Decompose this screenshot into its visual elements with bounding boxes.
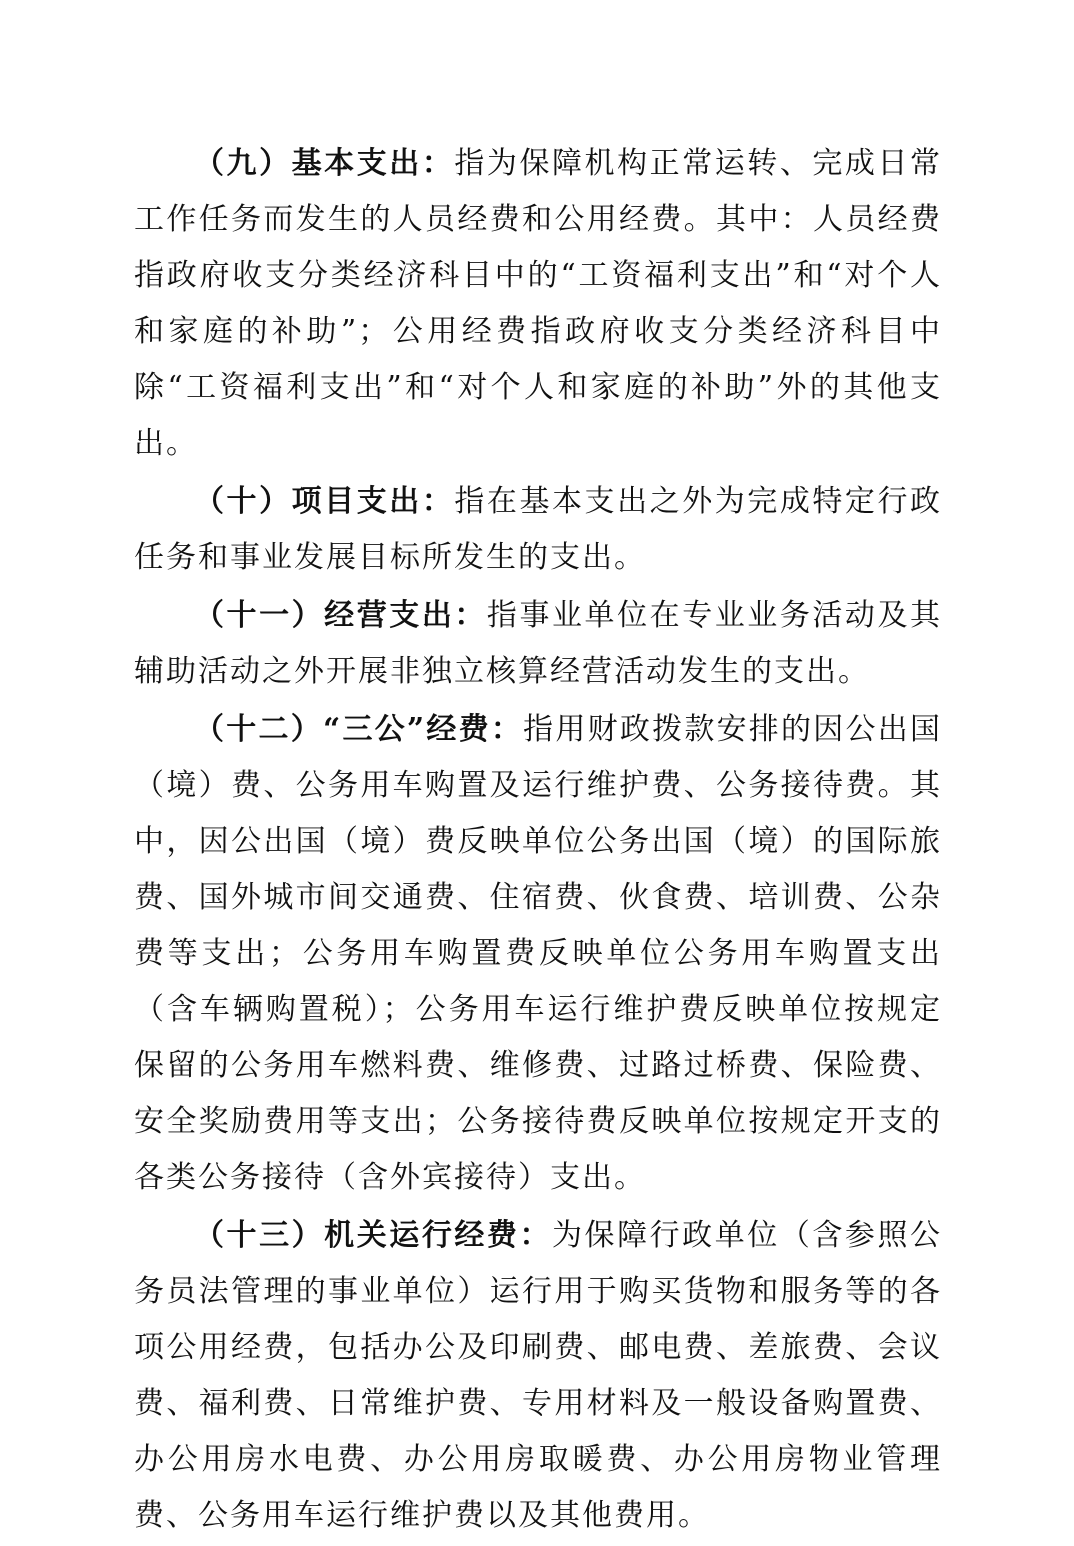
document-page [134, 136, 942, 1546]
paragraph-agency-operating-funds [134, 1208, 942, 1544]
paragraph-basic-expenditure [134, 136, 942, 472]
term-three-public-expenses: （十二）“三公”经费： [194, 712, 524, 747]
definition-agency-operating-funds: 为保障行政单位（含参照公务员法管理的事业单位）运行用于购买货物和服务等的各项公用经费，包括办公及印刷费、邮电费、差旅费、会议费、福利费、日常维护费、专用材料及一般设备购置费、办公用房水电费、办公用房取暖费、办公用房物业管理费、公务用车运行维护费以及其他费用。 [134, 1218, 942, 1533]
definition-basic-expenditure: 指为保障机构正常运转、完成日常工作任务而发生的人员经费和公用经费。其中：人员经费指政府收支分类经济科目中的“工资福利支出”和“对个人和家庭的补助”；公用经费指政府收支分类经济科目中除“工资福利支出”和“对个人和家庭的补助”外的其他支出。 [134, 146, 943, 461]
definition-three-public-expenses: 指用财政拨款安排的因公出国（境）费、公务用车购置及运行维护费、公务接待费。其中，因公出国（境）费反映单位公务出国（境）的国际旅费、国外城市间交通费、住宿费、伙食费、培训费、公杂费等支出；公务用车购置费反映单位公务用车购置支出（含车辆购置税）；公务用车运行维护费反映单位按规定保留的公务用车燃料费、维修费、过路过桥费、保险费、安全奖励费用等支出；公务接待费反映单位按规定开支的各类公务接待（含外宾接待）支出。 [134, 712, 943, 1195]
paragraph-project-expenditure [134, 474, 942, 586]
paragraph-three-public-expenses [134, 702, 942, 1206]
definition-project-expenditure: 指在基本支出之外为完成特定行政任务和事业发展目标所发生的支出。 [134, 484, 943, 575]
term-agency-operating-funds: （十三）机关运行经费： [194, 1218, 552, 1253]
definition-operating-expenditure: 指事业单位在专业业务活动及其辅助活动之外开展非独立核算经营活动发生的支出。 [134, 598, 943, 689]
term-project-expenditure: （十）项目支出： [194, 484, 455, 519]
paragraph-operating-expenditure [134, 588, 942, 700]
term-operating-expenditure: （十一）经营支出： [194, 598, 487, 633]
term-basic-expenditure: （九）基本支出： [194, 146, 455, 181]
